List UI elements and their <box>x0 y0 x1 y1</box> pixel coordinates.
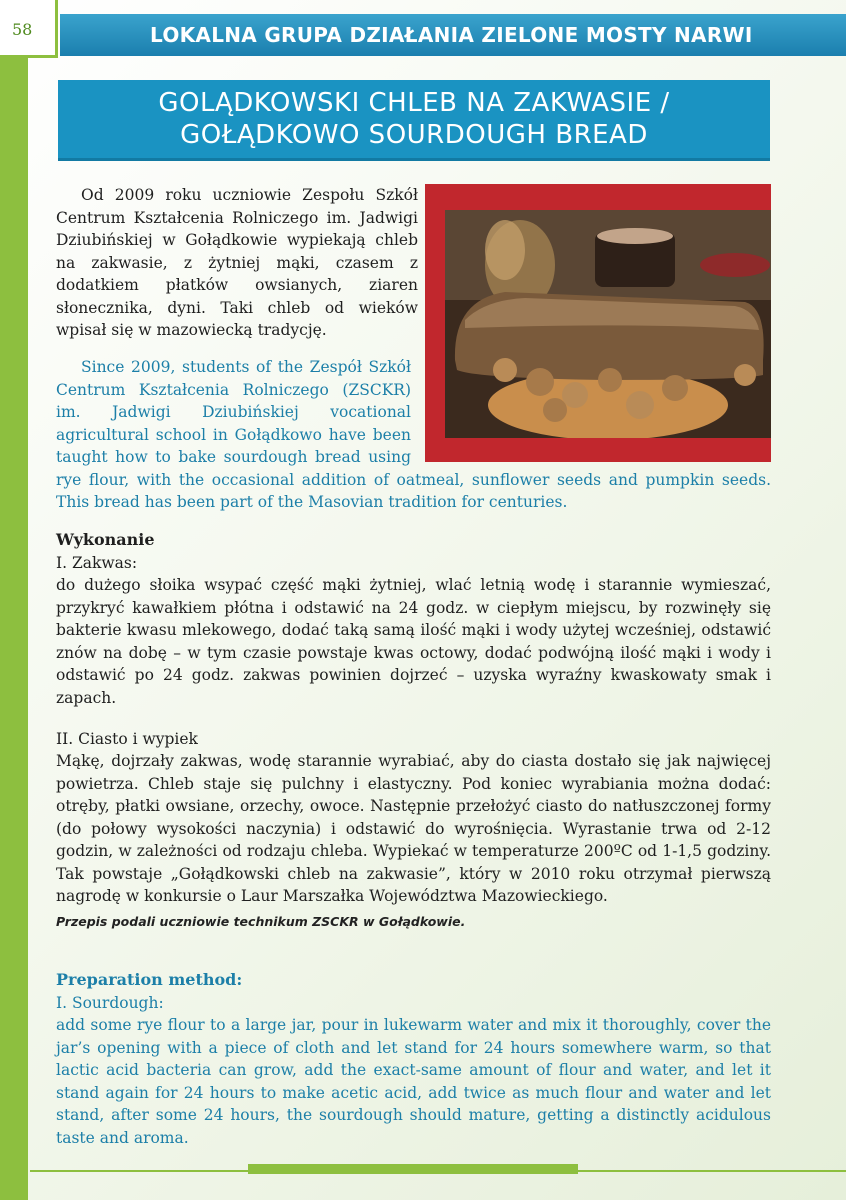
en-step1-text: add some rye flour to a large jar, pour in lukewarm water and mix it thoroughly, cover the jar’s opening with a piece of cloth and let stand for 24 hours somewhere warm, so that lactic acid bacteria can grow, add the exact-same amount of flour and water, and let it stand again for 24 hours to make acetic acid, add twice as much flour and water and let stand, after some 24 hours, the sourdough should mature, getting a distinctly acidulous taste and aroma. <box>56 1016 771 1147</box>
intro-polish: Od 2009 roku uczniowie Zespołu Szkół Centrum Kształcenia Rolniczego im. Jadwigi Dziubińskiej w Gołądkowie wypiekają chleb na zakwasie, z żytniej mąki, czasem z dodatkiem płatków owsianych, ziaren słonecznika, dyni. Taki chleb od wieków wpisał się w mazowiecką tradycję. <box>56 186 418 339</box>
page-title-line-1: GOLĄDKOWSKI CHLEB NA ZAKWASIE / <box>158 88 670 118</box>
intro-english: Since 2009, students of the Zespół Szkół Centrum Kształcenia Rolniczego (ZSCKR) im. Jadwigi Dziubińskiej vocational agricultural school in Gołądkowo have been taught how to bake sourdough bread using rye flour, with the occasional addition of oatmeal, sunflower seeds and pumpkin seeds. This bread has been part of the Masovian tradition for centuries. <box>56 358 771 511</box>
pl-step2-title: II. Ciasto i wypiek <box>56 730 198 748</box>
photo-wrap-spacer <box>411 356 771 464</box>
pl-step1-title: I. Zakwas: <box>56 554 138 572</box>
en-method-heading: Preparation method: <box>56 970 243 989</box>
page-number: 58 <box>12 20 33 39</box>
header-bar <box>60 14 846 56</box>
recipe-credit: Przepis podali uczniowie technikum ZSCKR w Gołądkowie. <box>56 914 466 929</box>
pl-step2-text: Mąkę, dojrzały zakwas, wodę starannie wyrabiać, aby do ciasta dostało się jak najwięcej powietrza. Chleb staje się pulchny i elastyczny. Pod koniec wyrabiania można dodać: otręby, płatki owsiane, orzechy, owoce. Następnie przełożyć ciasto do natłuszczonej formy (do połowy wysokości naczynia) i odstawić do wyrośnięcia. Wyrastanie trwa od 2-12 godzin, w zależności od rodzaju chleba. Wypiekać w temperaturze 200ºC od 1-1,5 godziny. Tak powstaje „Gołądkowski chleb na zakwasie”, który w 2010 roku otrzymał pierwszą nagrodę w konkursie o Laur Marszałka Województwa Mazowieckiego. <box>56 752 771 905</box>
en-step1-title: I. Sourdough: <box>56 994 164 1012</box>
pl-step1-text: do dużego słoika wsypać część mąki żytniej, wlać letnią wodę i starannie wymieszać, przykryć kawałkiem płótna i odstawić na 24 godz. w ciepłym miejscu, by rozwinęły się bakterie kwasu mlekowego, dodać taką samą ilość mąki i wody użytej wcześniej, odstawić znów na dobę – w tym czasie powstaje kwas octowy, dodać podwójną ilość mąki i wody i odstawić po 24 godz. zakwas powinien dojrzeć – uzyska wyraźny kwaskowaty smak i zapach. <box>56 576 771 707</box>
title-band <box>58 80 770 161</box>
page-title-line-2: GOŁĄDKOWO SOURDOUGH BREAD <box>180 120 648 150</box>
footer-accent <box>248 1164 578 1174</box>
side-accent-bar <box>0 56 28 1200</box>
pl-method-heading: Wykonanie <box>56 530 155 549</box>
header-title: LOKALNA GRUPA DZIAŁANIA ZIELONE MOSTY NARWI <box>150 23 753 47</box>
page-number-box <box>0 0 58 58</box>
